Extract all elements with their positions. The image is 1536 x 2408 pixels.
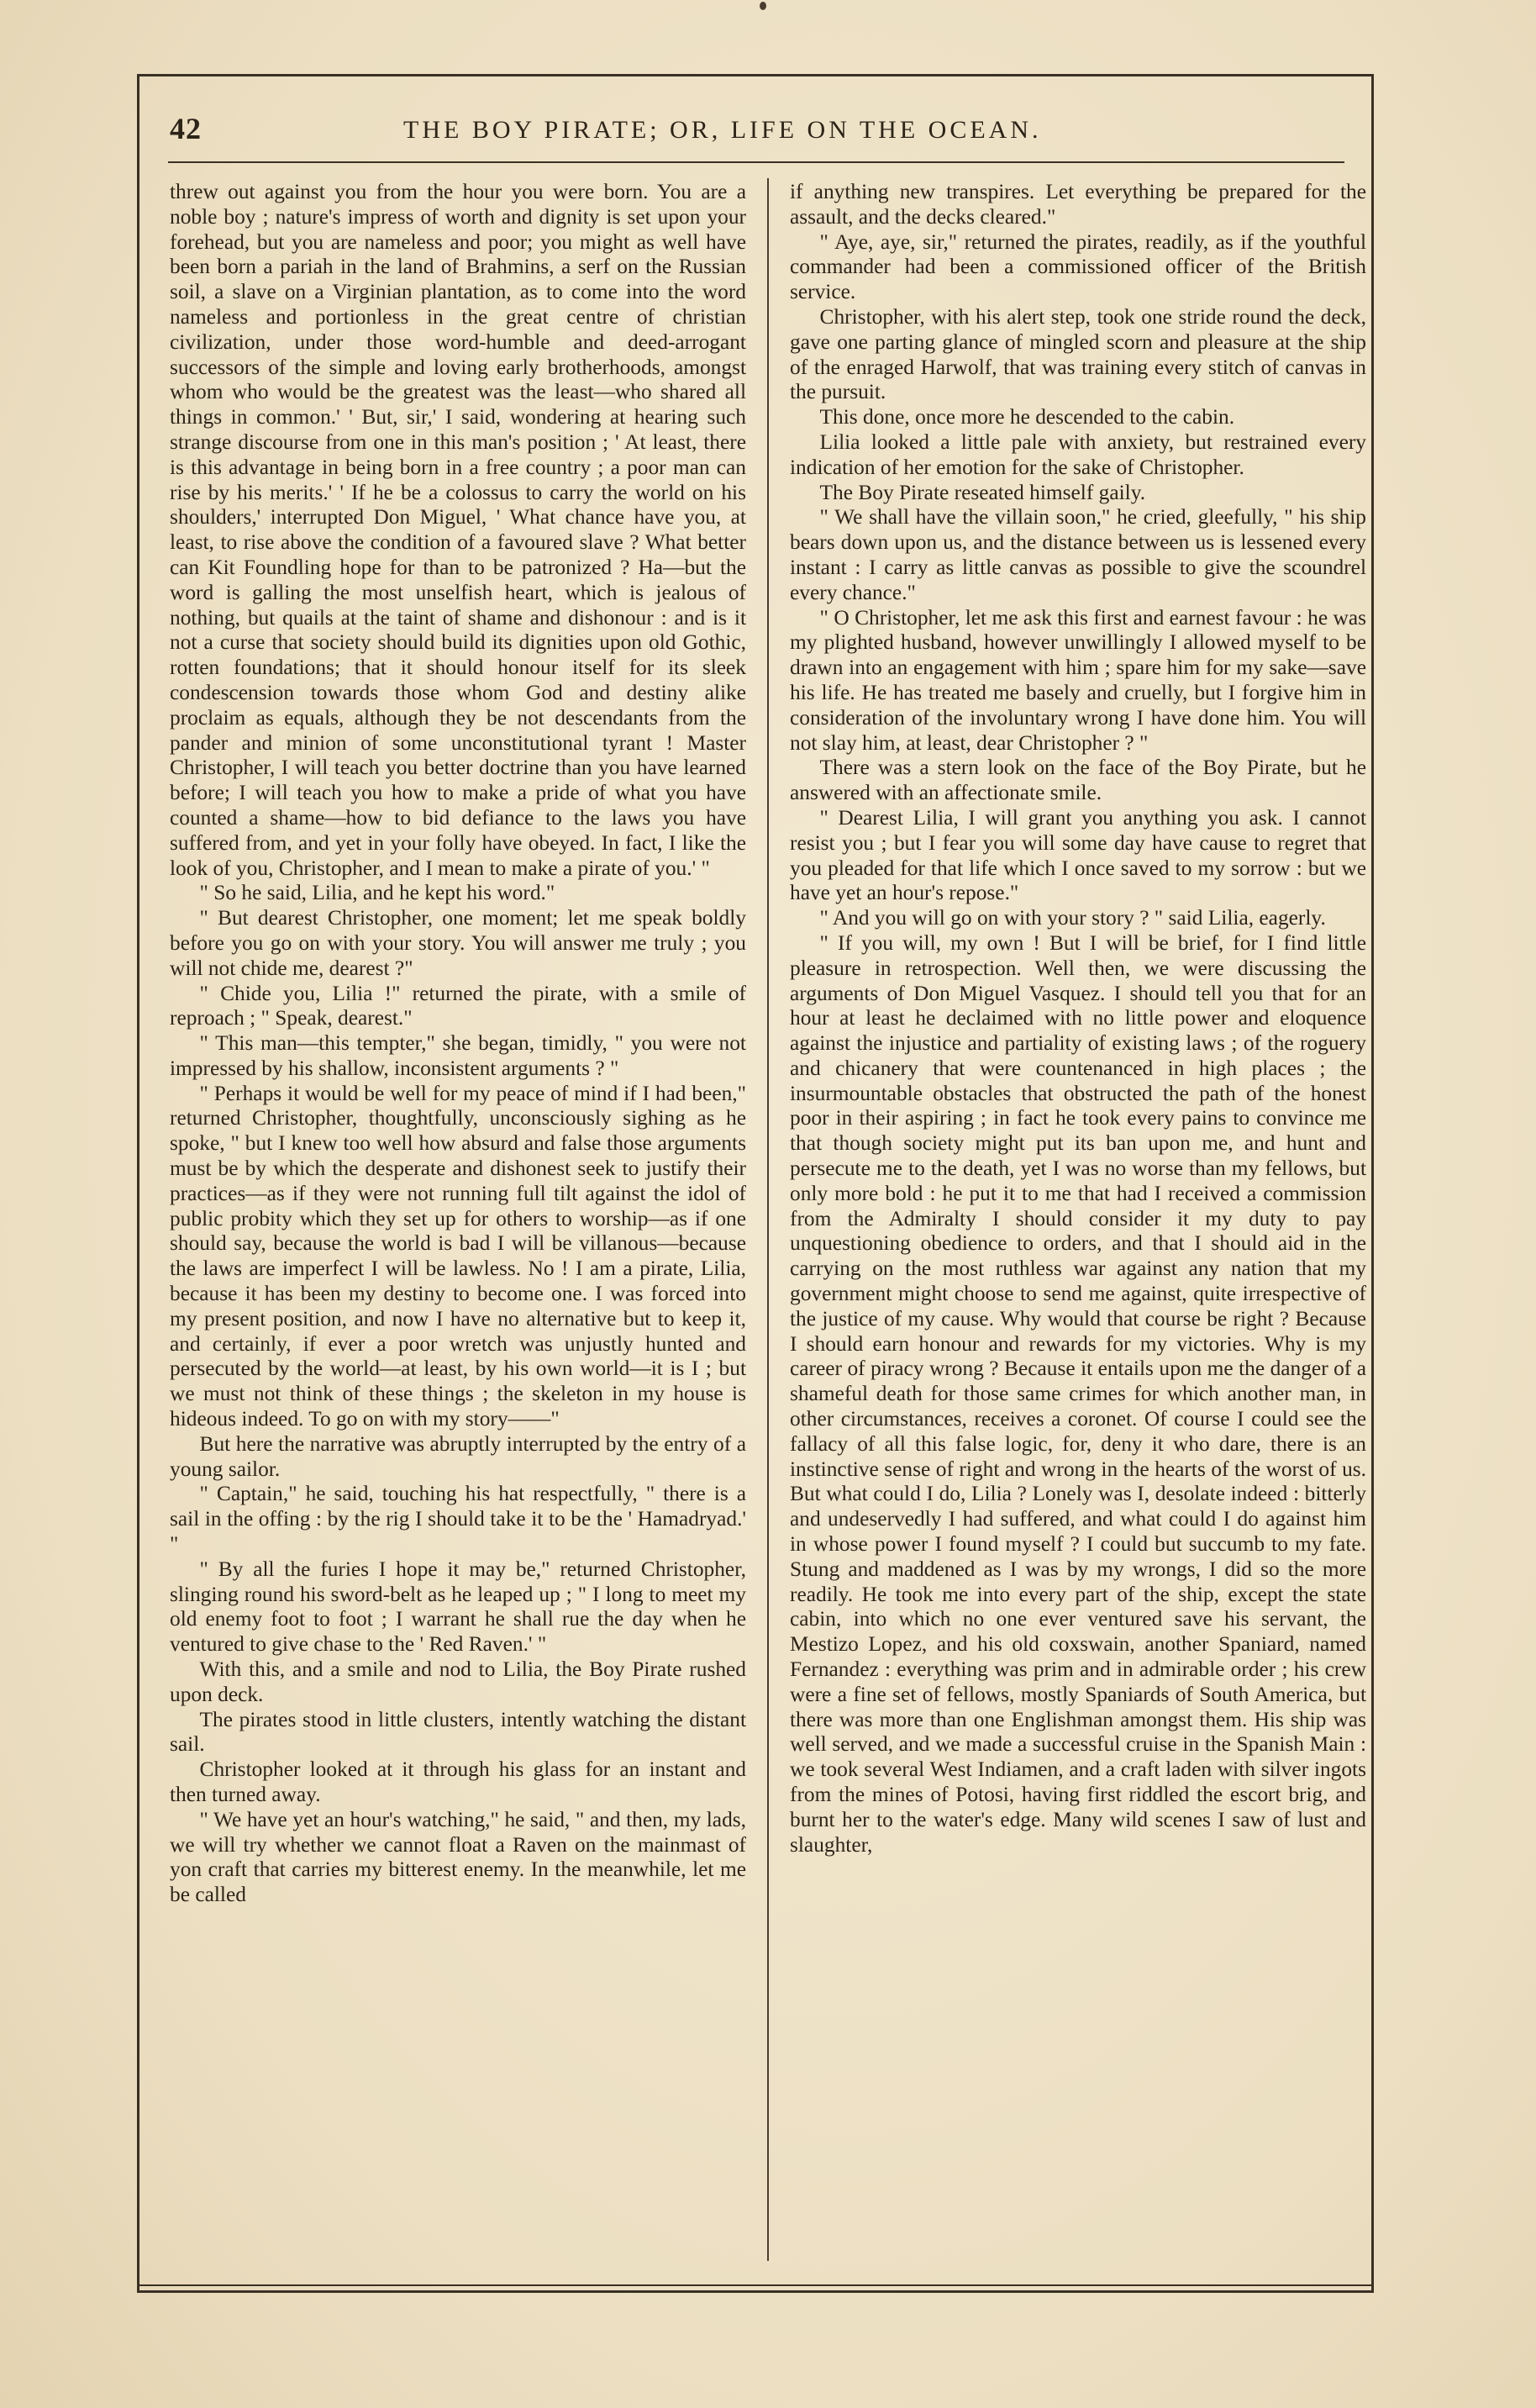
paragraph: Lilia looked a little pale with anxiety, but restrained every indication of her emotion for the sake of Christopher. (790, 429, 1366, 479)
paragraph: " Perhaps it would be well for my peace of mind if I had been," returned Christopher, thoughtfully, unconsciously sighing as he spoke, " but I knew too well how absurd and false those arguments must be by which the desperate and dishonest seek to justify their practices—as if they were not running full tilt against the idol of public probity which they set up for others to worship—as if one should say, because the world is bad I will be villanous—because the laws are imperfect I will be lawless. No ! I am a pirate, Lilia, because it has been my destiny to become one. I was forced into my present position, and now I have no alternative but to keep it, and certainly, if ever a poor wretch was unjustly hunted and persecuted by the world—at least, by his own world—it is I ; but we must not think of these things ; the skeleton in my house is hideous indeed. To go on with my story——" (170, 1081, 746, 1431)
paragraph: The pirates stood in little clusters, intently watching the distant sail. (170, 1707, 746, 1757)
running-title: THE BOY PIRATE; OR, LIFE ON THE OCEAN. (403, 116, 1042, 144)
paragraph: " Captain," he said, touching his hat respectfully, " there is a sail in the offing : by the rig I should take it to be the ' Hamadryad.' " (170, 1482, 746, 1557)
page-number: 42 (170, 112, 202, 145)
paragraph: " Aye, aye, sir," returned the pirates, readily, as if the youthful commander had been a commissioned officer of the British service. (790, 229, 1366, 304)
paragraph: Christopher looked at it through his glass for an instant and then turned away. (170, 1757, 746, 1806)
paragraph: " So he said, Lilia, and he kept his word." (199, 881, 555, 905)
right-column (790, 180, 1366, 2264)
paragraph: " O Christopher, let me ask this first and earnest favour : he was my plighted husband, however unwillingly I allowed myself to be drawn into an engagement with him ; spare him for my sake—save his life. He has treated me basely and cruelly, but I forgive him in consideration of the involuntary wrong I have done him. You will not slay him, at least, dear Christopher ? " (790, 605, 1366, 755)
paragraph: threw out against you from the hour you were born. You are a noble boy ; nature's impress of worth and dignity is set upon your forehead, but you are nameless and poor; you might as well have been born a pariah in the land of Brahmins, a serf on the Russian soil, a slave on a Virginian plantation, as to come into the word nameless and portionless in the great centre of christian civilization, under those word-humble and deed-arrogant successors of the simple and loving early brotherhoods, amongst whom who would be the greatest was the least—who shared all things in common.' ' But, sir,' I said, wondering at hearing such strange discourse from one in this man's position ; ' At least, there is this advantage in being born in a free country ; a poor man can rise by his merits.' ' If he be a colossus to carry the world on his shoulders,' interrupted Don Miguel, ' What chance have you, at least, to rise above the condition of a favoured slave ? What better can Kit Foundling hope for than to be patronized ? Ha—but the word is galling the most unselfish heart, which is jealous of nothing, but quails at the taint of shame and dishonour : and is it not a curse that society should build its dignities upon old Gothic, rotten foundations; that it should honour itself for its sleek condescension towards those whom God and destiny alike proclaim as equals, although they be not descendants from the pander and minion of some unconstitutional tyrant ! Master Christopher, I will teach you better doctrine than you have learned before; I will teach you how to make a pride of what you have counted a shame—how to bid defiance to the laws you have suffered from, and yet in your folly have obeyed. In fact, I like the look of you, Christopher, and I mean to make a pirate of you.' " (170, 180, 746, 880)
paragraph: There was a stern look on the face of the Boy Pirate, but he answered with an affectionate smile. (790, 756, 1366, 805)
paragraph: But here the narrative was abruptly interrupted by the entry of a young sailor. (170, 1431, 746, 1481)
column-divider (767, 178, 769, 2261)
paragraph: " Chide you, Lilia !" returned the pirate, with a smile of reproach ; " Speak, dearest." (170, 981, 746, 1030)
paragraph: " But dearest Christopher, one moment; let me speak boldly before you go on with your story. You will answer me truly ; you will not chide me, dearest ?" (170, 906, 746, 980)
running-header (168, 106, 1344, 165)
paragraph: This done, once more he descended to the cabin. (819, 405, 1235, 429)
paragraph: With this, and a smile and nod to Lilia, the Boy Pirate rushed upon deck. (170, 1657, 746, 1706)
paragraph: " This man—this tempter," she began, timidly, " you were not impressed by his shallow, inconsistent arguments ? " (170, 1031, 746, 1080)
paragraph: " Dearest Lilia, I will grant you anything you ask. I cannot resist you ; but I fear you will some day have cause to regret that you pleaded for that life which I once saved to my sorrow : but we have yet an hour's repose." (790, 805, 1366, 905)
left-column (170, 180, 746, 2264)
paragraph: " We shall have the villain soon," he cried, gleefully, " his ship bears down upon us, and the distance between us is lessened every instant : I carry as little canvas as possible to give the scoundrel every chance." (790, 505, 1366, 604)
paragraph: " If you will, my own ! But I will be brief, for I find little pleasure in retrospection. Well then, we were discussing the arguments of Don Miguel Vasquez. I should tell you that for an hour at least he declaimed with no little power and eloquence against the injustice and partiality of existing laws ; of the roguery and chicanery that were countenanced in high places ; the insurmountable obstacles that obstructed the path of the honest poor in their aspiring ; in fact he took every pains to convince me that though society might put its ban upon me, and hunt and persecute me to the death, yet I was no worse than my fellows, but only more bold : he put it to me that had I received a commission from the Admiralty I should consider it my duty to pay unquestioning obedience to orders, and that I should aid in the carrying on the most ruthless war against any nation that my government might choose to send me against, quite irrespective of the justice of my cause. Why would that course be right ? Because I should earn honour and rewards for my victories. Why is my career of piracy wrong ? Because it entails upon me the danger of a shameful death for those same crimes for which another man, in other circumstances, receives a coronet. Of course I could see the fallacy of all this false logic, for, deny it who dare, there is an instinctive sense of right and wrong in the hearts of the worst of us. But what could I do, Lilia ? Lonely was I, desolate indeed : bitterly and undeservedly I had suffered, and what could I do against him in whose power I found myself ? I could but succumb to my fate. Stung and maddened as I was by my wrongs, I did so the more readily. He took me into every part of the ship, except the state cabin, into which no one ever ventured save his servant, the Mestizo Lopez, and his old coxswain, another Spaniard, named Fernandez : everything was prim and in admirable order ; his crew were a fine set of fellows, mostly Spaniards of South America, but there was more than one Englishman amongst them. His ship was well served, and we made a successful cruise in the Spanish Main : we took several West Indiamen, and a craft laden with silver ingots from the mines of Potosi, having first riddled the escort brig, and burnt her to the water's edge. Many wild scenes I saw of lust and slaughter, (790, 930, 1366, 1857)
paragraph: Christopher, with his alert step, took one stride round the deck, gave one parting glance of mingled scorn and pleasure at the ship of the enraged Harwolf, that was training every stitch of canvas in the pursuit. (790, 304, 1366, 404)
paragraph: The Boy Pirate reseated himself gaily. (819, 480, 1146, 504)
paragraph: " And you will go on with your story ? " said Lilia, eagerly. (819, 906, 1326, 930)
header-rule (168, 161, 1344, 163)
paragraph: if anything new transpires. Let everything be prepared for the assault, and the decks cleared." (790, 180, 1366, 229)
paragraph: " We have yet an hour's watching," he said, " and then, my lads, we will try whether we cannot float a Raven on the mainmast of yon craft that carries my bitterest enemy. In the meanwhile, let me be called (170, 1807, 746, 1907)
paragraph: " By all the furies I hope it may be," returned Christopher, slinging round his sword-belt as he leaped up ; " I long to meet my old enemy foot to foot ; I warrant he shall rue the day when he ventured to give chase to the ' Red Raven.' " (170, 1557, 746, 1657)
ink-spot (760, 2, 766, 10)
bottom-rule (137, 2284, 1374, 2286)
